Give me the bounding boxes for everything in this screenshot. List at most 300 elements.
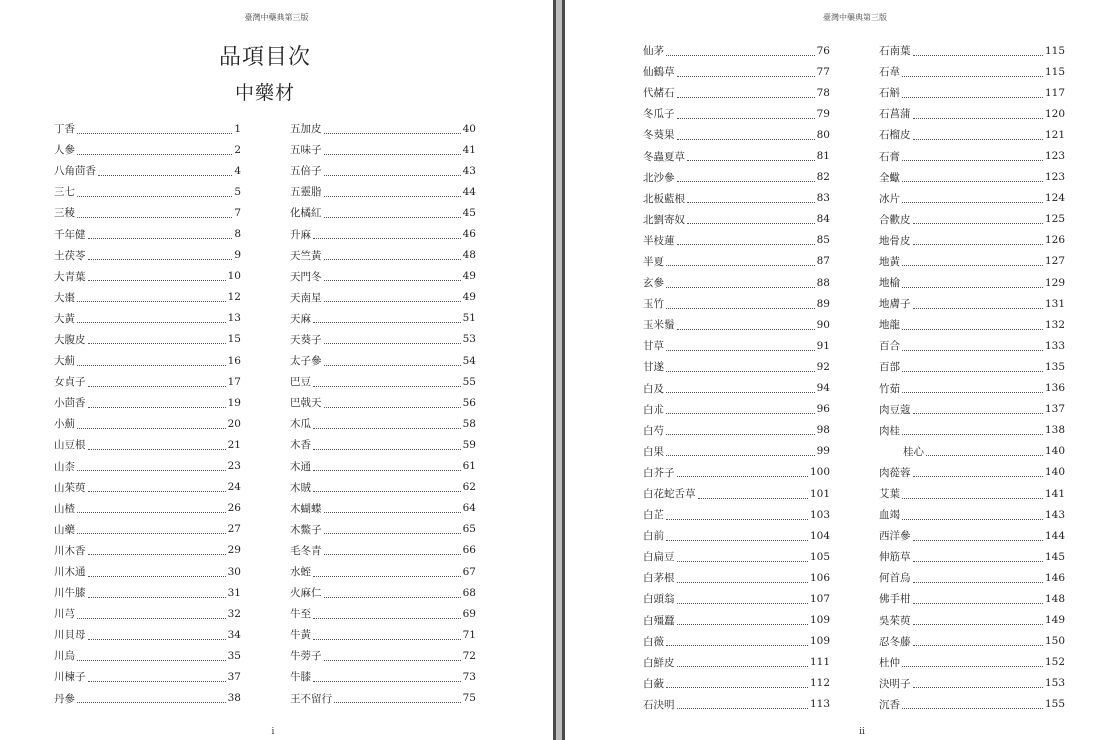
toc-entry	[879, 356, 1065, 377]
dot-leader	[902, 96, 1043, 98]
entry-name: 玉米鬚	[643, 319, 675, 332]
entry-page: 145	[1044, 550, 1065, 563]
entry-name: 王不留行	[290, 692, 332, 705]
entry-page: 55	[462, 375, 476, 388]
entry-page: 129	[1044, 276, 1065, 289]
entry-page: 78	[816, 86, 830, 99]
toc-entry	[643, 314, 830, 335]
entry-name: 冬葵果	[643, 129, 675, 142]
toc-entry	[643, 124, 830, 145]
dot-leader	[324, 342, 461, 344]
entry-name: 佛手柑	[879, 593, 911, 606]
entry-name: 石菖蒲	[879, 108, 911, 121]
dot-leader	[677, 475, 808, 477]
dot-leader	[313, 490, 461, 492]
dot-leader	[902, 201, 1043, 203]
entry-page: 56	[462, 396, 476, 409]
entry-name: 北板藍根	[643, 192, 685, 205]
toc-entry	[879, 483, 1065, 504]
entry-name: 白果	[643, 445, 664, 458]
entry-page: 140	[1044, 466, 1065, 479]
dot-leader	[677, 581, 808, 583]
dot-leader	[77, 300, 226, 302]
entry-name: 北沙參	[643, 171, 675, 184]
toc-entry	[54, 350, 241, 371]
toc-entry	[879, 293, 1065, 314]
entry-name: 人參	[54, 144, 75, 157]
entry-page: 113	[809, 698, 830, 711]
entry-name: 牛黃	[290, 629, 311, 642]
toc-entry	[54, 603, 241, 624]
dot-leader	[687, 159, 815, 161]
dot-leader	[88, 279, 226, 281]
dot-leader	[666, 286, 815, 288]
toc-entry	[290, 139, 476, 160]
toc-entry	[54, 477, 241, 498]
dot-leader	[926, 454, 1043, 456]
entry-name: 五味子	[290, 144, 322, 157]
dot-leader	[88, 553, 226, 555]
toc-entry	[879, 462, 1065, 483]
entry-page: 79	[816, 107, 830, 120]
entry-page: 109	[809, 614, 830, 627]
toc-entry	[290, 519, 476, 540]
entry-name: 千年健	[54, 228, 86, 241]
toc-entry	[643, 673, 830, 694]
entry-name: 竹茹	[879, 382, 900, 395]
entry-page: 123	[1044, 150, 1065, 163]
entry-page: 96	[816, 403, 830, 416]
entry-name: 丹參	[54, 692, 75, 705]
toc-entry	[643, 230, 830, 251]
entry-page: 82	[816, 171, 830, 184]
toc-title: 品項目次	[218, 45, 311, 70]
entry-page: 88	[816, 276, 830, 289]
toc-entry	[54, 624, 241, 645]
toc-entry	[643, 610, 830, 631]
toc-column-1	[643, 40, 830, 715]
toc-entry	[879, 441, 1065, 462]
toc-column-2	[879, 40, 1065, 715]
toc-entry	[643, 335, 830, 356]
entry-page: 21	[227, 438, 241, 451]
entry-page: 104	[809, 529, 830, 542]
entry-name: 女貞子	[54, 376, 86, 389]
entry-page: 49	[462, 291, 476, 304]
toc-entry	[54, 540, 241, 561]
entry-page: 90	[816, 318, 830, 331]
entry-name: 三稜	[54, 207, 75, 220]
toc-entry	[879, 504, 1065, 525]
toc-entry	[643, 40, 830, 61]
entry-name: 川貝母	[54, 629, 86, 642]
entry-page: 64	[462, 502, 476, 515]
dot-leader	[677, 560, 808, 562]
entry-page: 53	[462, 333, 476, 346]
entry-page: 81	[816, 150, 830, 163]
entry-name: 地榆	[879, 277, 900, 290]
entry-page: 146	[1044, 571, 1065, 584]
toc-entry	[643, 694, 830, 715]
dot-leader	[913, 138, 1043, 140]
entry-page: 2	[234, 143, 241, 156]
toc-entry	[290, 329, 476, 350]
dot-leader	[313, 680, 461, 682]
entry-page: 41	[462, 143, 476, 156]
dot-leader	[677, 623, 808, 625]
entry-page: 80	[816, 128, 830, 141]
entry-page: 105	[809, 550, 830, 563]
entry-page: 34	[227, 628, 241, 641]
toc-entry	[290, 160, 476, 181]
entry-name: 土茯苓	[54, 249, 86, 262]
entry-page: 127	[1044, 255, 1065, 268]
entry-page: 98	[816, 424, 830, 437]
entry-name: 火麻仁	[290, 587, 322, 600]
entry-name: 合歡皮	[879, 213, 911, 226]
toc-entry	[643, 293, 830, 314]
entry-name: 甘遂	[643, 361, 664, 374]
entry-page: 103	[809, 508, 830, 521]
dot-leader	[313, 469, 461, 471]
entry-page: 54	[462, 354, 476, 367]
toc-entry	[290, 181, 476, 202]
entry-name: 天南星	[290, 291, 322, 304]
entry-name: 山藥	[54, 523, 75, 536]
entry-name: 冬蟲夏草	[643, 150, 685, 163]
entry-name: 地骨皮	[879, 234, 911, 247]
entry-page: 26	[227, 502, 241, 515]
toc-entry	[290, 666, 476, 687]
toc-entry	[643, 145, 830, 166]
entry-name: 牛膝	[290, 671, 311, 684]
entry-name: 天葵子	[290, 333, 322, 346]
toc-entry	[643, 356, 830, 377]
dot-leader	[677, 75, 815, 77]
entry-page: 38	[227, 692, 241, 705]
entry-name: 甘草	[643, 340, 664, 353]
dot-leader	[324, 364, 461, 366]
toc-entry	[879, 631, 1065, 652]
entry-page: 20	[227, 417, 241, 430]
entry-page: 66	[462, 544, 476, 557]
dot-leader	[88, 406, 226, 408]
entry-name: 血竭	[879, 509, 900, 522]
dot-leader	[902, 518, 1043, 520]
dot-leader	[77, 321, 226, 323]
entry-name: 木通	[290, 460, 311, 473]
dot-leader	[313, 427, 461, 429]
entry-page: 15	[227, 333, 241, 346]
toc-entry	[879, 694, 1065, 715]
entry-name: 決明子	[879, 677, 911, 690]
entry-page: 133	[1044, 339, 1065, 352]
toc-entry	[290, 371, 476, 392]
dot-leader	[313, 617, 461, 619]
entry-name: 石南葉	[879, 45, 911, 58]
entry-page: 72	[462, 649, 476, 662]
toc-entry	[879, 188, 1065, 209]
toc-entry	[54, 223, 241, 244]
toc-entry	[879, 82, 1065, 103]
dot-leader	[324, 174, 461, 176]
toc-entry	[54, 582, 241, 603]
toc-entry	[290, 308, 476, 329]
entry-name: 代赭石	[643, 87, 675, 100]
entry-page: 37	[227, 670, 241, 683]
toc-entry	[54, 371, 241, 392]
entry-page: 92	[816, 360, 830, 373]
toc-entry	[879, 335, 1065, 356]
toc-entry	[879, 567, 1065, 588]
entry-name: 桂心	[903, 445, 924, 458]
toc-entry	[879, 251, 1065, 272]
dot-leader	[324, 532, 461, 534]
entry-name: 白鮮皮	[643, 656, 675, 669]
entry-page: 71	[462, 628, 476, 641]
toc-entry	[290, 477, 476, 498]
entry-page: 27	[227, 523, 241, 536]
toc-entry	[879, 378, 1065, 399]
dot-leader	[88, 575, 226, 577]
entry-name: 化橘紅	[290, 207, 322, 220]
dot-leader	[902, 497, 1043, 499]
dot-leader	[313, 321, 461, 323]
entry-page: 109	[809, 635, 830, 648]
dot-leader	[324, 553, 461, 555]
entry-name: 木蝴蝶	[290, 502, 322, 515]
entry-name: 大腹皮	[54, 333, 86, 346]
dot-leader	[666, 433, 815, 435]
entry-page: 73	[462, 670, 476, 683]
entry-name: 山楂	[54, 502, 75, 515]
dot-leader	[324, 279, 461, 281]
toc-entry	[290, 688, 476, 709]
toc-entry	[54, 202, 241, 223]
entry-page: 44	[462, 185, 476, 198]
dot-leader	[687, 222, 815, 224]
toc-column-1	[54, 118, 241, 709]
entry-page: 140	[1044, 445, 1065, 458]
dot-leader	[677, 117, 815, 119]
toc-entry	[879, 399, 1065, 420]
dot-leader	[98, 174, 232, 176]
entry-name: 杜仲	[879, 656, 900, 669]
entry-page: 61	[462, 460, 476, 473]
entry-name: 川牛膝	[54, 587, 86, 600]
entry-name: 天竺黃	[290, 249, 322, 262]
entry-page: 89	[816, 297, 830, 310]
entry-page: 45	[462, 206, 476, 219]
entry-name: 白花蛇舌草	[643, 488, 696, 501]
dot-leader	[698, 497, 808, 499]
toc-entry	[54, 645, 241, 666]
entry-name: 牛至	[290, 608, 311, 621]
toc-entry	[879, 673, 1065, 694]
dot-leader	[88, 596, 226, 598]
dot-leader	[913, 686, 1043, 688]
dot-leader	[677, 707, 808, 709]
entry-name: 何首烏	[879, 572, 911, 585]
entry-name: 大黃	[54, 312, 75, 325]
entry-name: 大棗	[54, 291, 75, 304]
entry-page: 30	[227, 565, 241, 578]
toc-entry	[54, 266, 241, 287]
dot-leader	[324, 153, 461, 155]
dot-leader	[666, 686, 808, 688]
dot-leader	[913, 243, 1043, 245]
toc-entry	[879, 588, 1065, 609]
dot-leader	[77, 701, 226, 703]
dot-leader	[88, 680, 226, 682]
dot-leader	[666, 264, 815, 266]
toc-entry	[643, 546, 830, 567]
toc-entry	[643, 103, 830, 124]
entry-page: 149	[1044, 614, 1065, 627]
dot-leader	[666, 644, 808, 646]
toc-entry	[54, 392, 241, 413]
toc-entry	[879, 103, 1065, 124]
entry-name: 玉竹	[643, 298, 664, 311]
entry-page: 123	[1044, 171, 1065, 184]
toc-entry	[290, 498, 476, 519]
entry-name: 牛蒡子	[290, 650, 322, 663]
entry-name: 白芍	[643, 424, 664, 437]
entry-name: 白芥子	[643, 466, 675, 479]
entry-page: 10	[227, 270, 241, 283]
entry-page: 83	[816, 192, 830, 205]
dot-leader	[913, 222, 1043, 224]
entry-name: 石榴皮	[879, 129, 911, 142]
toc-entry	[879, 40, 1065, 61]
toc-entry	[643, 251, 830, 272]
entry-name: 大青葉	[54, 270, 86, 283]
dot-leader	[902, 433, 1043, 435]
entry-name: 山柰	[54, 460, 75, 473]
toc-entry	[643, 652, 830, 673]
toc-entry	[879, 652, 1065, 673]
entry-name: 肉桂	[879, 424, 900, 437]
entry-page: 1	[234, 122, 241, 135]
dot-leader	[77, 532, 226, 534]
entry-page: 76	[816, 44, 830, 57]
toc-entry	[879, 124, 1065, 145]
page-number: ii	[859, 727, 865, 737]
entry-page: 16	[227, 354, 241, 367]
entry-name: 川烏	[54, 650, 75, 663]
entry-name: 仙茅	[643, 45, 664, 58]
entry-name: 木賊	[290, 481, 311, 494]
dot-leader	[913, 539, 1043, 541]
entry-name: 白芷	[643, 509, 664, 522]
entry-name: 白殭蠶	[643, 614, 675, 627]
toc-entry	[54, 160, 241, 181]
toc-entry	[643, 462, 830, 483]
dot-leader	[687, 201, 815, 203]
toc-entry	[879, 610, 1065, 631]
entry-name: 大薊	[54, 355, 75, 368]
dot-leader	[913, 560, 1043, 562]
entry-page: 58	[462, 417, 476, 430]
entry-name: 丁香	[54, 123, 75, 136]
dot-leader	[88, 448, 226, 450]
dot-leader	[77, 216, 232, 218]
entry-name: 小茴香	[54, 397, 86, 410]
dot-leader	[677, 96, 815, 98]
dot-leader	[324, 195, 461, 197]
toc-entry	[54, 519, 241, 540]
entry-page: 106	[809, 571, 830, 584]
toc-entry	[290, 392, 476, 413]
toc-entry	[879, 546, 1065, 567]
dot-leader	[902, 328, 1043, 330]
entry-name: 川芎	[54, 608, 75, 621]
dot-leader	[913, 54, 1043, 56]
toc-entry	[643, 420, 830, 441]
entry-page: 115	[1044, 65, 1065, 78]
dot-leader	[902, 349, 1043, 351]
dot-leader	[902, 391, 1043, 393]
entry-page: 7	[234, 206, 241, 219]
dot-leader	[324, 406, 461, 408]
entry-page: 19	[227, 396, 241, 409]
dot-leader	[902, 159, 1043, 161]
toc-entry	[879, 272, 1065, 293]
toc-entry	[290, 287, 476, 308]
toc-entry	[290, 350, 476, 371]
entry-page: 8	[234, 228, 241, 241]
entry-name: 五倍子	[290, 165, 322, 178]
entry-page: 68	[462, 586, 476, 599]
entry-name: 毛冬青	[290, 544, 322, 557]
entry-name: 冰片	[879, 192, 900, 205]
entry-name: 北劉寄奴	[643, 213, 685, 226]
entry-page: 32	[227, 607, 241, 620]
entry-page: 150	[1044, 635, 1065, 648]
toc-entry	[54, 688, 241, 709]
dot-leader	[666, 518, 808, 520]
entry-name: 百合	[879, 340, 900, 353]
toc-subtitle: 中藥材	[234, 82, 295, 104]
toc-entry	[643, 61, 830, 82]
entry-page: 77	[816, 65, 830, 78]
toc-entry	[643, 82, 830, 103]
entry-name: 西洋參	[879, 530, 911, 543]
dot-leader	[666, 454, 815, 456]
entry-page: 136	[1044, 382, 1065, 395]
entry-name: 白蘞	[643, 677, 664, 690]
dot-leader	[77, 511, 226, 513]
entry-name: 木香	[290, 439, 311, 452]
dot-leader	[324, 659, 461, 661]
entry-page: 31	[227, 586, 241, 599]
toc-entry	[54, 308, 241, 329]
entry-name: 巴戟天	[290, 397, 322, 410]
entry-name: 白薇	[643, 635, 664, 648]
entry-name: 木鱉子	[290, 523, 322, 536]
page-number: i	[271, 727, 275, 737]
entry-name: 八角茴香	[54, 165, 96, 178]
entry-name: 升麻	[290, 228, 311, 241]
dot-leader	[77, 195, 232, 197]
entry-page: 117	[1044, 86, 1065, 99]
entry-name: 石膏	[879, 150, 900, 163]
toc-entry	[290, 434, 476, 455]
toc-entry	[643, 631, 830, 652]
dot-leader	[902, 707, 1043, 709]
dot-leader	[902, 370, 1043, 372]
dot-leader	[324, 511, 461, 513]
